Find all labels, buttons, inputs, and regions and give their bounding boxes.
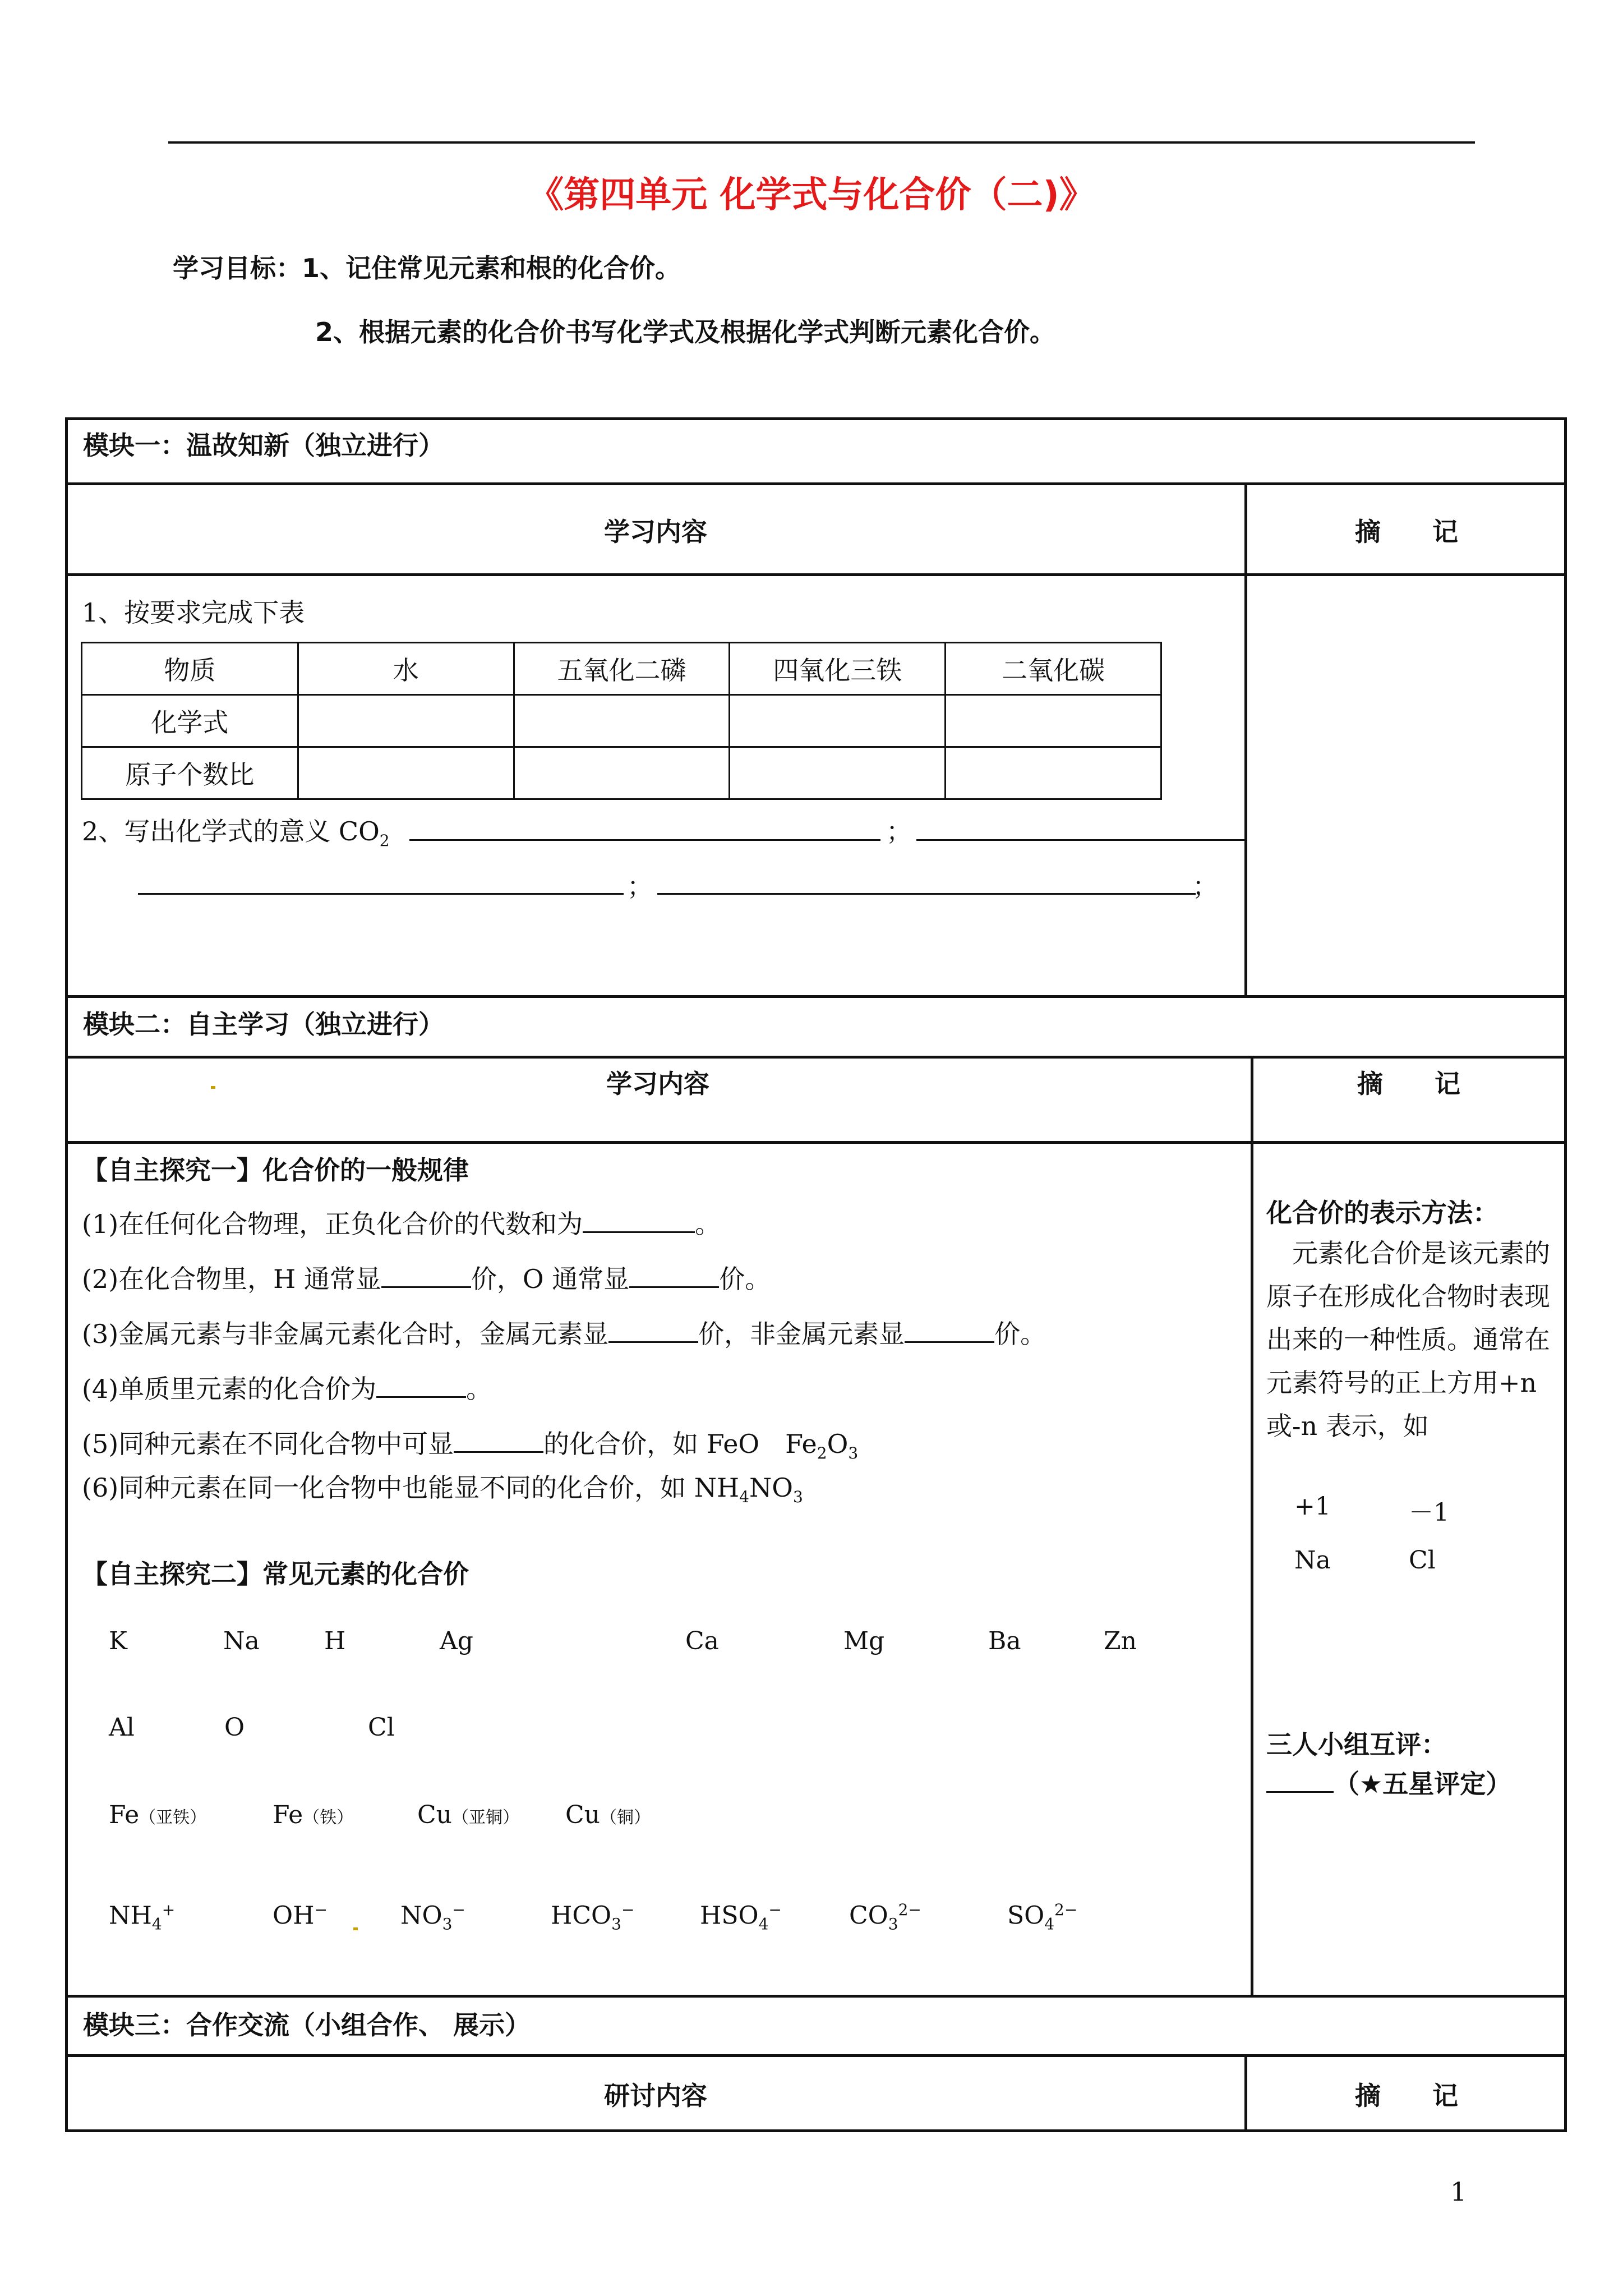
- answer-blank[interactable]: [916, 839, 1245, 841]
- rule-1: [82, 1204, 721, 1241]
- example-plus-one: +1: [1294, 1492, 1331, 1521]
- goal-2: 2、根据元素的化合价书写化学式及根据化学式判断元素化合价。: [315, 317, 1056, 347]
- element-na: Na: [223, 1627, 260, 1655]
- element-note: （铜）: [600, 1808, 651, 1828]
- divider: [65, 2054, 1567, 2057]
- module1-title: 模块一：温故知新（独立进行）: [83, 430, 444, 461]
- table-cell-empty: [730, 747, 946, 799]
- divider: [65, 573, 1567, 576]
- subscript: 3: [848, 1444, 859, 1463]
- element-mg: Mg: [843, 1627, 885, 1655]
- rule-text: 的化合价，如 FeO Fe: [543, 1429, 817, 1459]
- goals-label: 学习目标：: [173, 253, 302, 283]
- superscript: 2−: [898, 1901, 921, 1919]
- rule-text: (2)在化合物里，H 通常显: [82, 1264, 381, 1294]
- stray-mark: [353, 1927, 358, 1930]
- subscript: 4: [758, 1915, 769, 1934]
- element-h: H: [324, 1627, 346, 1655]
- rule-4: [82, 1369, 492, 1406]
- table-cell: 物质: [82, 643, 298, 695]
- superscript: 2−: [1054, 1901, 1078, 1919]
- rule-text: 。: [466, 1374, 492, 1404]
- superscript: −: [621, 1901, 635, 1919]
- subscript: 2: [817, 1444, 827, 1463]
- rule-5: [82, 1424, 858, 1462]
- radical-symbol: HSO: [700, 1901, 759, 1930]
- learning-goals-line-1: [173, 248, 681, 285]
- answer-blank[interactable]: [657, 893, 1196, 895]
- element-ag: Ag: [440, 1627, 473, 1655]
- subscript: 4: [151, 1915, 162, 1934]
- radical-symbol: SO: [1007, 1901, 1045, 1930]
- notes-valence-body: 元素化合价是该元素的原子在形成化合物时表现出来的一种性质。通常在元素符号的正上方用+n或-n 表示，如: [1266, 1238, 1550, 1441]
- rule-text: 价，非金属元素显: [698, 1319, 905, 1349]
- table-cell-empty: [730, 695, 946, 747]
- radical-symbol: HCO: [551, 1901, 612, 1930]
- column-divider: [1244, 484, 1247, 995]
- answer-blank[interactable]: [138, 893, 624, 895]
- table-cell-empty: [298, 747, 514, 799]
- separator: ；: [627, 871, 653, 901]
- answer-blank[interactable]: [376, 1374, 466, 1398]
- answer-blank[interactable]: [629, 1264, 719, 1288]
- radical-symbol: OH: [273, 1901, 315, 1930]
- module1-question-2: [82, 811, 390, 850]
- module2-content-header: 学习内容: [606, 1069, 709, 1099]
- element-note: （亚铁）: [139, 1808, 207, 1828]
- subscript: 4: [1044, 1915, 1055, 1934]
- element-ba: Ba: [988, 1627, 1021, 1655]
- rule-text: 。: [695, 1209, 721, 1239]
- example-na: Na: [1294, 1546, 1331, 1575]
- radical-hydroxide: [273, 1901, 328, 1930]
- element-symbol: Cu: [565, 1801, 601, 1829]
- table-cell-empty: [946, 747, 1161, 799]
- table-cell-empty: [298, 695, 514, 747]
- element-al: Al: [109, 1713, 135, 1742]
- radical-symbol: NO: [400, 1901, 442, 1930]
- explore1-title: 【自主探究一】化合价的一般规律: [82, 1155, 469, 1185]
- table-row: [82, 747, 1161, 799]
- rule-3: [82, 1314, 1046, 1351]
- subscript: 3: [888, 1915, 898, 1934]
- rating-blank[interactable]: [1266, 1769, 1334, 1793]
- question-2-text: 2、写出化学式的意义 CO: [82, 816, 380, 846]
- table-cell-empty: [514, 747, 730, 799]
- module3-title: 模块三：合作交流（小组合作、 展示）: [83, 2010, 531, 2040]
- module3-content-header: 研讨内容: [604, 2081, 707, 2111]
- separator: ；: [886, 816, 912, 846]
- table-cell: 水: [298, 643, 514, 695]
- rule-text: O: [827, 1429, 849, 1459]
- superscript: −: [314, 1901, 328, 1919]
- radical-bicarbonate: [551, 1901, 634, 1933]
- table-cell: 化学式: [82, 695, 298, 747]
- element-symbol: Fe: [273, 1801, 303, 1829]
- substance-table: [81, 642, 1162, 800]
- divider: [65, 1056, 1567, 1059]
- example-minus-one: －1: [1409, 1498, 1449, 1527]
- rule-text: NO: [749, 1473, 793, 1503]
- element-symbol: Cu: [417, 1801, 453, 1829]
- answer-blank[interactable]: [409, 839, 880, 841]
- element-cl: Cl: [368, 1713, 395, 1742]
- answer-blank[interactable]: [381, 1264, 471, 1288]
- subscript: 3: [442, 1915, 453, 1934]
- module2-notes-header: 摘 记: [1357, 1069, 1460, 1099]
- element-cu-cupric: [565, 1801, 651, 1829]
- module2-title: 模块二：自主学习（独立进行）: [83, 1009, 444, 1039]
- column-divider: [1251, 1057, 1253, 1995]
- rule-text: (3)金属元素与非金属元素化合时，金属元素显: [82, 1319, 609, 1349]
- element-note: （亚铜）: [452, 1808, 520, 1828]
- rule-text: (6)同种元素在同一化合物中也能显不同的化合价，如 NH: [82, 1473, 740, 1503]
- subscript: 3: [611, 1915, 621, 1934]
- radical-ammonium: [109, 1901, 175, 1933]
- element-zn: Zn: [1104, 1627, 1137, 1655]
- answer-blank[interactable]: [905, 1319, 994, 1343]
- answer-blank[interactable]: [454, 1429, 543, 1453]
- element-k: K: [109, 1627, 127, 1655]
- rule-text: 价，O 通常显: [471, 1264, 630, 1294]
- page-title: 《第四单元 化学式与化合价（二)》: [528, 174, 1095, 216]
- module1-question-1: 1、按要求完成下表: [82, 597, 305, 628]
- table-cell-empty: [514, 695, 730, 747]
- module1-content-header: 学习内容: [604, 517, 707, 547]
- answer-blank[interactable]: [608, 1319, 698, 1343]
- notes-valence-title: 化合价的表示方法：: [1266, 1198, 1498, 1228]
- table-cell: 原子个数比: [82, 747, 298, 799]
- rule-2: [82, 1259, 771, 1296]
- radical-carbonate: [849, 1901, 921, 1933]
- element-fe-ferrous: [109, 1801, 206, 1829]
- rule-text: (1)在任何化合物理，正负化合价的代数和为: [82, 1209, 583, 1239]
- example-cl: Cl: [1409, 1546, 1436, 1575]
- radical-nitrate: [400, 1901, 465, 1933]
- answer-blank[interactable]: [583, 1209, 695, 1233]
- radical-sulfate: [1007, 1901, 1077, 1933]
- rule-text: 价。: [994, 1319, 1046, 1349]
- table-row: [82, 643, 1161, 695]
- subscript: 2: [379, 831, 390, 850]
- superscript: +: [162, 1901, 176, 1919]
- divider: [65, 1995, 1567, 1998]
- subscript: 3: [792, 1488, 803, 1507]
- element-cu-cuprous: [417, 1801, 519, 1829]
- divider: [65, 1141, 1567, 1144]
- rule-text: (4)单质里元素的化合价为: [82, 1374, 377, 1404]
- radical-symbol: CO: [849, 1901, 888, 1930]
- divider: [65, 995, 1567, 998]
- table-cell: 四氧化三铁: [730, 643, 946, 695]
- peer-review-title: 三人小组互评：: [1266, 1729, 1447, 1760]
- radical-bisulfate: [700, 1901, 782, 1933]
- element-symbol: Fe: [109, 1801, 140, 1829]
- module1-notes-header: 摘 记: [1355, 517, 1458, 547]
- element-o: O: [224, 1713, 245, 1742]
- goal-1: 1、记住常见元素和根的化合价。: [302, 253, 681, 283]
- rule-text: (5)同种元素在不同化合物中可显: [82, 1429, 454, 1459]
- rule-6: [82, 1467, 803, 1506]
- page-number: 1: [1450, 2177, 1467, 2207]
- element-note: （铁）: [303, 1808, 354, 1828]
- table-row: [82, 695, 1161, 747]
- table-cell-empty: [946, 695, 1161, 747]
- rating-label: （★五星评定）: [1334, 1769, 1512, 1799]
- peer-review-rating: [1266, 1764, 1511, 1801]
- subscript: 4: [739, 1488, 749, 1507]
- superscript: −: [768, 1901, 782, 1919]
- divider: [65, 482, 1567, 485]
- table-cell: 五氧化二磷: [514, 643, 730, 695]
- radical-symbol: NH: [109, 1901, 152, 1930]
- module3-notes-header: 摘 记: [1355, 2081, 1458, 2111]
- rule-text: 价。: [719, 1264, 771, 1294]
- element-ca: Ca: [685, 1627, 719, 1655]
- element-fe-ferric: [273, 1801, 353, 1829]
- table-cell: 二氧化碳: [946, 643, 1161, 695]
- superscript: −: [452, 1901, 465, 1919]
- explore2-title: 【自主探究二】常见元素的化合价: [82, 1559, 469, 1589]
- separator: ；: [1192, 871, 1218, 901]
- top-rule: [168, 141, 1475, 144]
